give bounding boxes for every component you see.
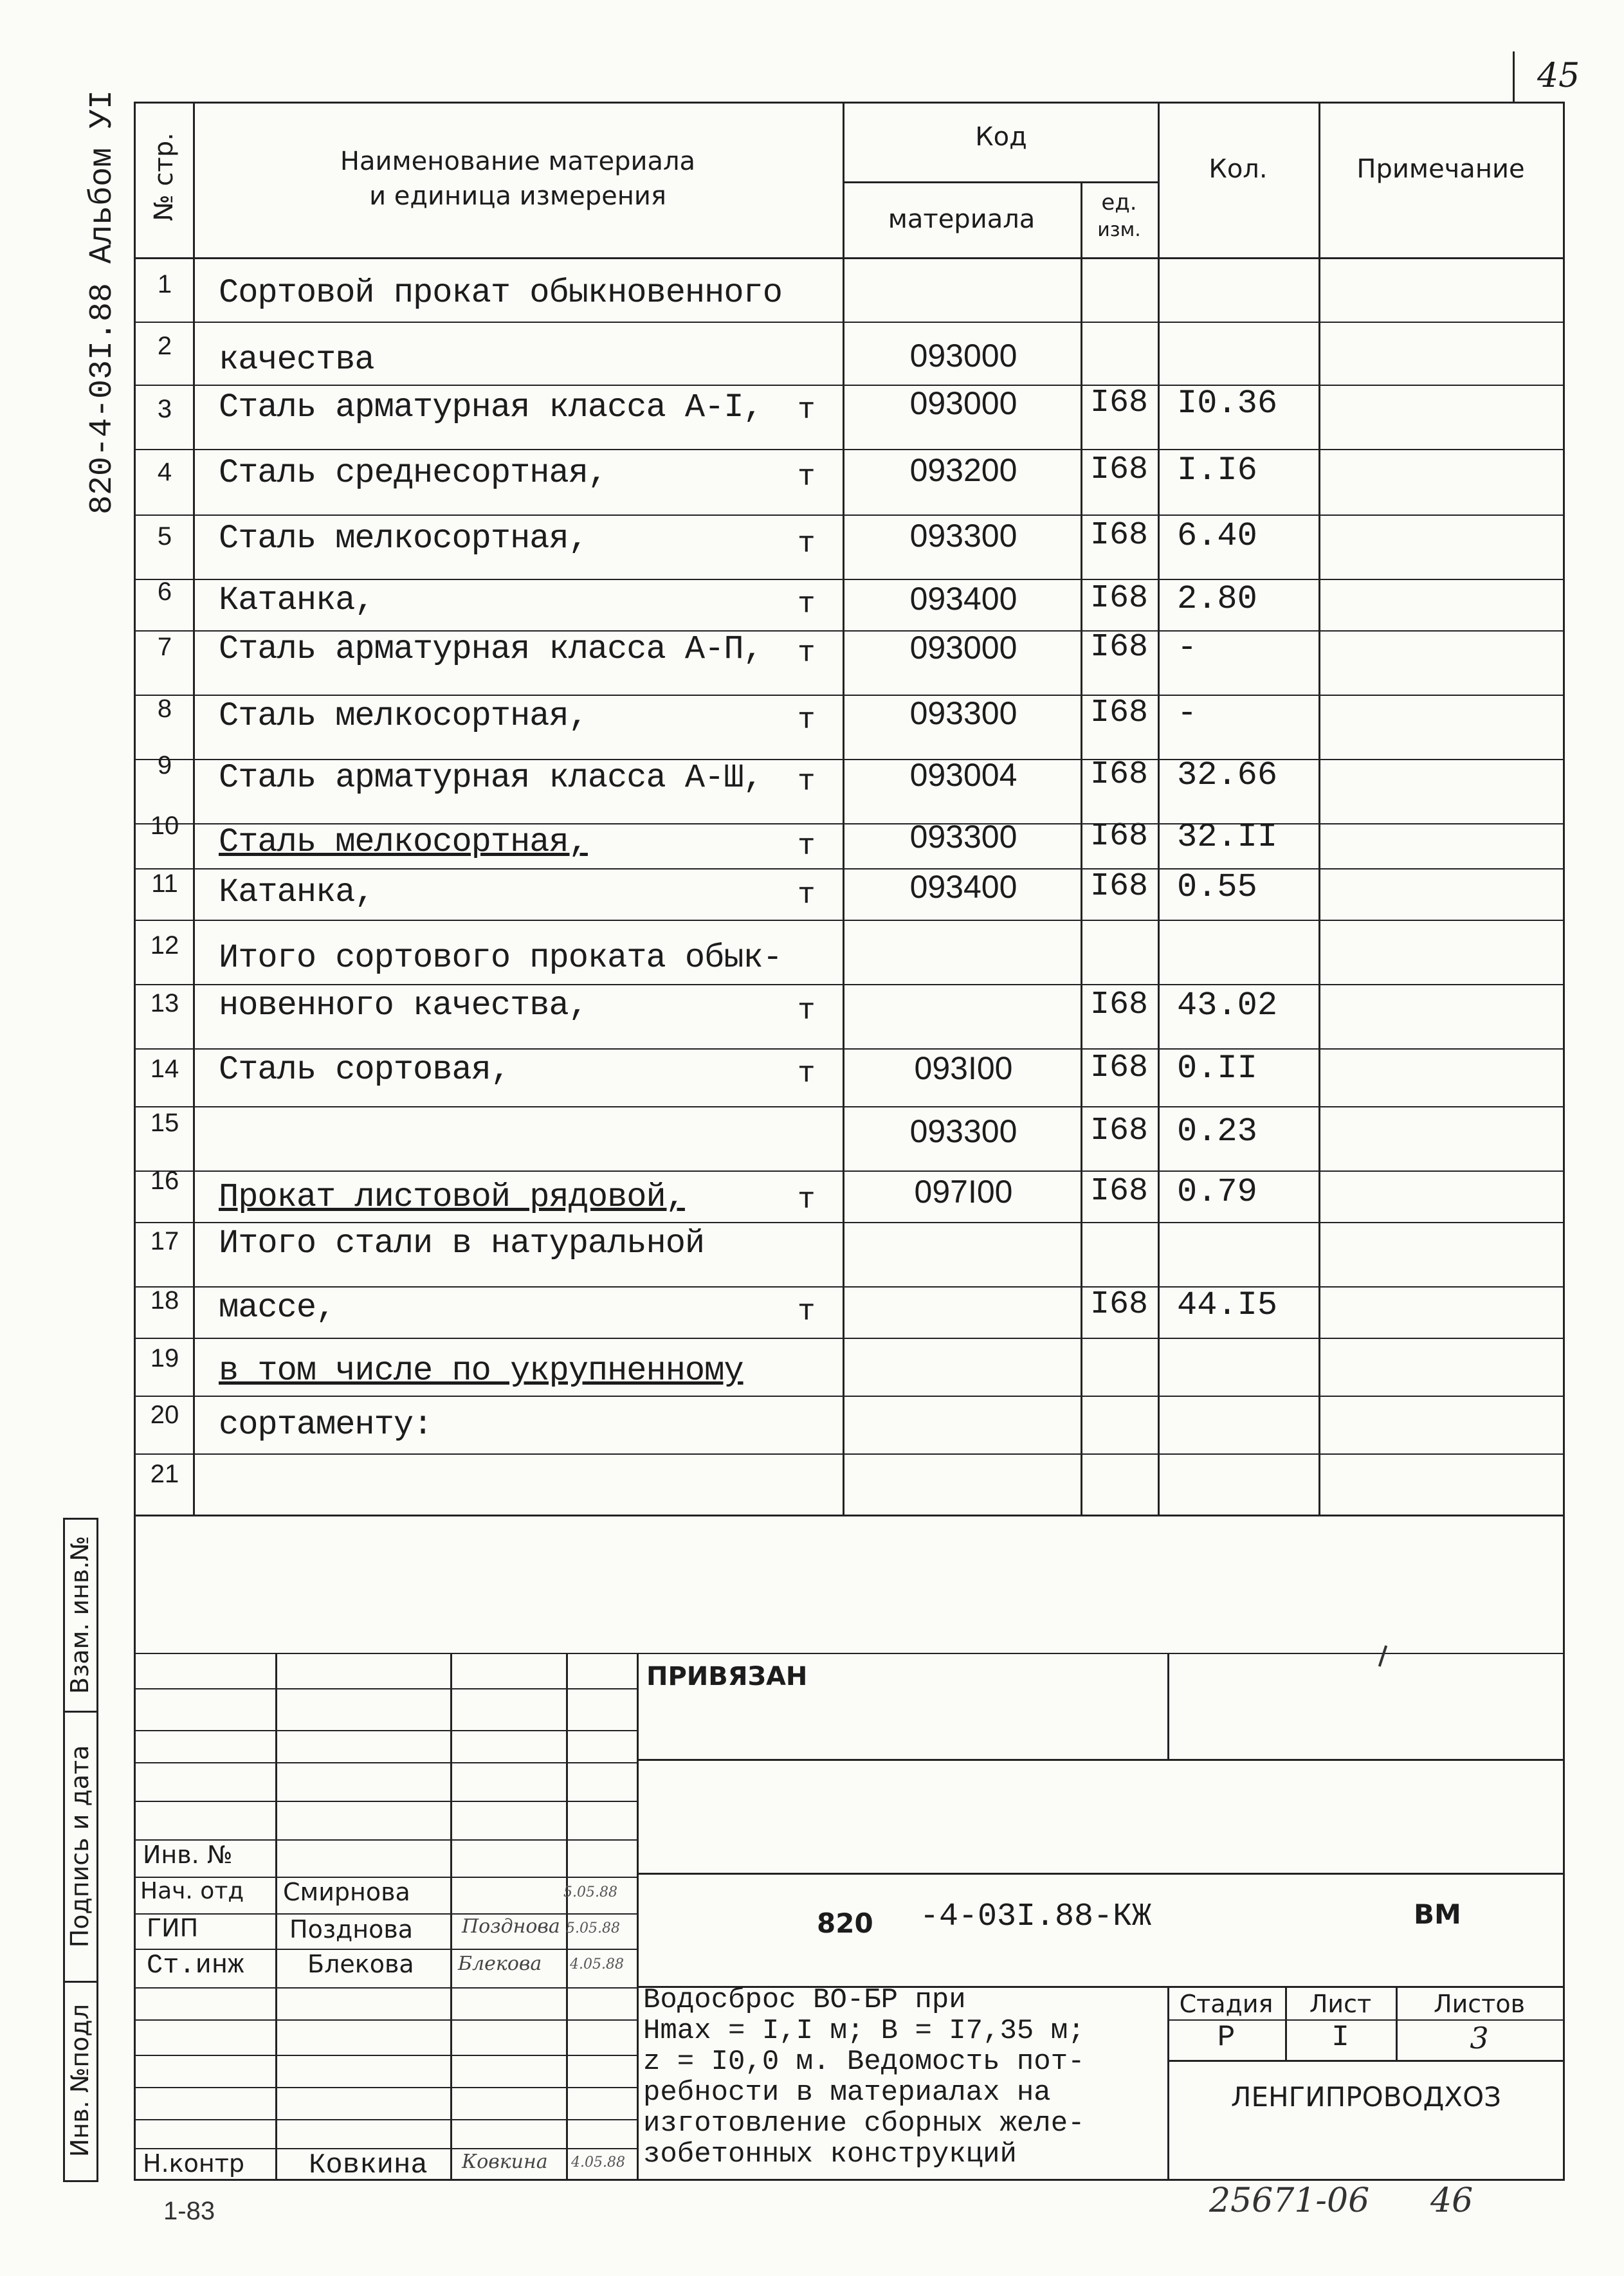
row-15-code: 093300 [909, 1113, 1017, 1149]
row-13-unit-code: I68 [1090, 987, 1148, 1023]
row-10-qty: 32.II [1177, 818, 1278, 856]
header-code: Код [975, 122, 1027, 152]
row-3-qty: I0.36 [1177, 385, 1278, 423]
row-11-name: Катанка, [219, 873, 374, 911]
row-2-name: качества [219, 341, 374, 379]
row-8-unit-code: I68 [1090, 695, 1148, 731]
person-4-date: 4.05.88 [571, 2154, 625, 2171]
row-1-no: 1 [157, 270, 172, 298]
row-5-no: 5 [157, 522, 172, 551]
side-label-inv-orig: Инв. №подл [66, 2004, 94, 2158]
person-3-date: 4.05.88 [570, 1956, 624, 1972]
sheet-label: Лист [1309, 1990, 1372, 2018]
album-label: 820-4-03I.88 Альбом УI [84, 89, 121, 514]
row-3-name: Сталь арматурная класса А-I, [219, 388, 763, 426]
page-number-divider [1513, 51, 1515, 103]
row-5-qty: 6.40 [1177, 517, 1257, 555]
row-7-name: Сталь арматурная класса А-П, [219, 630, 763, 668]
side-label-sign-date: Подпись и дата [66, 1745, 94, 1948]
person-2-signature: Позднова [462, 1915, 560, 1938]
header-code-material: материала [888, 205, 1036, 234]
row-7-no: 7 [157, 633, 172, 661]
sheets-value: 3 [1470, 2021, 1489, 2055]
row-21-no: 21 [150, 1460, 179, 1488]
row-5-unit-code: I68 [1090, 517, 1148, 554]
row-6-qty: 2.80 [1177, 580, 1257, 618]
row-3-unit-code: I68 [1090, 385, 1148, 421]
row-11-unit: т [798, 879, 816, 912]
row-7-unit-code: I68 [1090, 629, 1148, 666]
header-name-line2: и единица измерения [369, 181, 666, 211]
description-line-2: Нmax = I,I м; B = I7,35 м; [643, 2015, 1085, 2047]
row-11-qty: 0.55 [1177, 868, 1257, 906]
row-9-name: Сталь арматурная класса А-Ш, [219, 759, 763, 797]
row-8-name: Сталь мелкосортная, [219, 697, 588, 735]
row-4-qty: I.I6 [1177, 451, 1257, 489]
row-8-unit: т [798, 704, 816, 737]
row-9-code: 093004 [909, 757, 1017, 793]
row-19-name: в том числе по укрупненному [219, 1352, 744, 1390]
side-label-swap-inv: Взам. инв.№ [66, 1536, 94, 1694]
header-name-line1: Наименование материала [340, 147, 696, 176]
row-18-name: массе, [219, 1289, 336, 1327]
page-number-handwritten: 46 [1430, 2181, 1473, 2220]
header-row-no: № стр. [149, 132, 179, 221]
row-1-name: Сортовой прокат обыкновенного [219, 274, 782, 312]
row-10-name: Сталь мелкосортная, [219, 823, 588, 861]
row-17-no: 17 [150, 1227, 179, 1255]
table-left-border [134, 102, 136, 1516]
row-3-code: 093000 [909, 385, 1017, 421]
row-13-name: новенного качества, [219, 987, 588, 1024]
row-18-unit: т [798, 1295, 816, 1329]
row-12-name: Итого сортового проката обык- [219, 939, 782, 977]
row-11-no: 11 [151, 869, 178, 898]
header-unit-line1: ед. [1101, 190, 1137, 215]
row-5-name: Сталь мелкосортная, [219, 520, 588, 558]
row-16-unit-code: I68 [1090, 1173, 1148, 1210]
row-3-no: 3 [157, 395, 172, 423]
description-line-5: изготовление сборных желе- [643, 2108, 1085, 2140]
row-18-unit-code: I68 [1090, 1286, 1148, 1323]
person-4-role: Н.контр [143, 2149, 244, 2178]
row-7-code: 093000 [909, 630, 1017, 666]
row-6-code: 093400 [909, 581, 1017, 617]
row-19-no: 19 [150, 1344, 179, 1372]
row-14-unit: т [798, 1057, 816, 1091]
description-line-4: ребности в материалах на [643, 2077, 1051, 2109]
row-6-name: Катанка, [219, 581, 374, 619]
row-14-qty: 0.II [1177, 1050, 1257, 1088]
header-unit-line2: изм. [1097, 219, 1141, 241]
row-4-unit: т [798, 460, 816, 494]
sheet-value: I [1331, 2021, 1349, 2054]
row-13-qty: 43.02 [1177, 987, 1278, 1024]
row-13-no: 13 [150, 989, 179, 1017]
stage-label: Стадия [1179, 1990, 1273, 2018]
row-20-name: сортаменту: [219, 1406, 433, 1444]
row-10-unit: т [798, 830, 816, 863]
row-8-code: 093300 [909, 695, 1017, 731]
row-5-unit: т [798, 527, 816, 561]
row-2-no: 2 [157, 332, 172, 360]
row-14-unit-code: I68 [1090, 1050, 1148, 1086]
row-10-no: 10 [150, 812, 179, 840]
inv-no-label: Инв. № [143, 1841, 233, 1869]
row-5-code: 093300 [909, 518, 1017, 554]
page-number: 45 [1537, 57, 1580, 95]
row-8-no: 8 [157, 695, 172, 723]
row-3-unit: т [798, 394, 816, 427]
privyazan-label: ПРИВЯЗАН [646, 1662, 808, 1691]
row-11-code: 093400 [909, 869, 1017, 905]
person-4-signature: Ковкина [462, 2151, 548, 2173]
stage-value: Р [1217, 2021, 1236, 2054]
person-1-name: Смирнова [283, 1878, 410, 1906]
doc-suffix: ВМ [1414, 1898, 1461, 1930]
row-16-no: 16 [150, 1167, 179, 1195]
row-16-code: 097I00 [914, 1174, 1013, 1210]
row-18-qty: 44.I5 [1177, 1286, 1278, 1324]
row-18-no: 18 [150, 1286, 179, 1315]
row-14-no: 14 [150, 1055, 179, 1083]
description-line-3: z = I0,0 м. Ведомость пот- [643, 2046, 1085, 2078]
row-20-no: 20 [150, 1401, 179, 1429]
row-4-no: 4 [157, 458, 172, 486]
sheet-description [643, 1985, 1164, 2170]
row-7-qty: - [1177, 629, 1198, 667]
row-9-unit-code: I68 [1090, 756, 1148, 793]
row-9-unit: т [798, 765, 816, 799]
row-16-name: Прокат листовой рядовой, [219, 1178, 685, 1216]
sheets-label: Листов [1434, 1990, 1525, 2018]
row-7-unit: т [798, 637, 816, 670]
row-10-unit-code: I68 [1090, 818, 1148, 855]
row-9-qty: 32.66 [1177, 756, 1278, 794]
row-11-unit-code: I68 [1090, 868, 1148, 905]
row-10-code: 093300 [909, 819, 1017, 855]
row-15-unit-code: I68 [1090, 1113, 1148, 1149]
description-line-1: Водосброс ВО-БР при [643, 1984, 966, 2016]
row-4-code: 093200 [909, 452, 1017, 488]
doc-prefix: 820 [817, 1907, 873, 1939]
person-3-signature: Блекова [458, 1953, 542, 1975]
person-2-date: 5.05.88 [566, 1920, 620, 1936]
inventory-number-handwritten: 25671-06 [1209, 2181, 1370, 2220]
person-1-role: Нач. отд [140, 1878, 244, 1904]
row-6-no: 6 [157, 578, 172, 606]
row-6-unit: т [798, 588, 816, 621]
row-12-no: 12 [150, 931, 179, 960]
person-3-name: Блекова [307, 1950, 414, 1978]
row-8-qty: - [1177, 695, 1198, 733]
row-16-unit: т [798, 1183, 816, 1217]
row-15-qty: 0.23 [1177, 1113, 1257, 1151]
row-4-name: Сталь среднесортная, [219, 454, 608, 492]
row-14-code: 093I00 [914, 1050, 1013, 1086]
header-note: Примечание [1356, 154, 1525, 184]
row-6-unit-code: I68 [1090, 580, 1148, 617]
form-number: 1-83 [163, 2197, 215, 2225]
person-1-date: 5.05.88 [563, 1884, 617, 1900]
row-14-name: Сталь сортовая, [219, 1051, 511, 1089]
row-9-no: 9 [157, 751, 172, 779]
person-2-role: ГИП [147, 1914, 199, 1942]
row-13-unit: т [798, 994, 816, 1028]
doc-code: -4-03I.88-КЖ [920, 1898, 1152, 1935]
row-2-code: 093000 [909, 338, 1017, 374]
row-16-qty: 0.79 [1177, 1173, 1257, 1211]
row-4-unit-code: I68 [1090, 451, 1148, 488]
row-17-name: Итого стали в натуральной [219, 1224, 705, 1262]
header-quantity: Кол. [1209, 154, 1268, 184]
description-line-6: зобетонных конструкций [643, 2138, 1017, 2171]
person-4-name: Ковкина [309, 2149, 428, 2181]
person-3-role: Ст.инж [147, 1950, 244, 1981]
organization: ЛЕНГИПРОВОДХОЗ [1230, 2081, 1502, 2113]
stray-mark [1378, 1645, 1387, 1667]
row-15-no: 15 [150, 1109, 179, 1137]
person-2-name: Позднова [289, 1915, 414, 1944]
